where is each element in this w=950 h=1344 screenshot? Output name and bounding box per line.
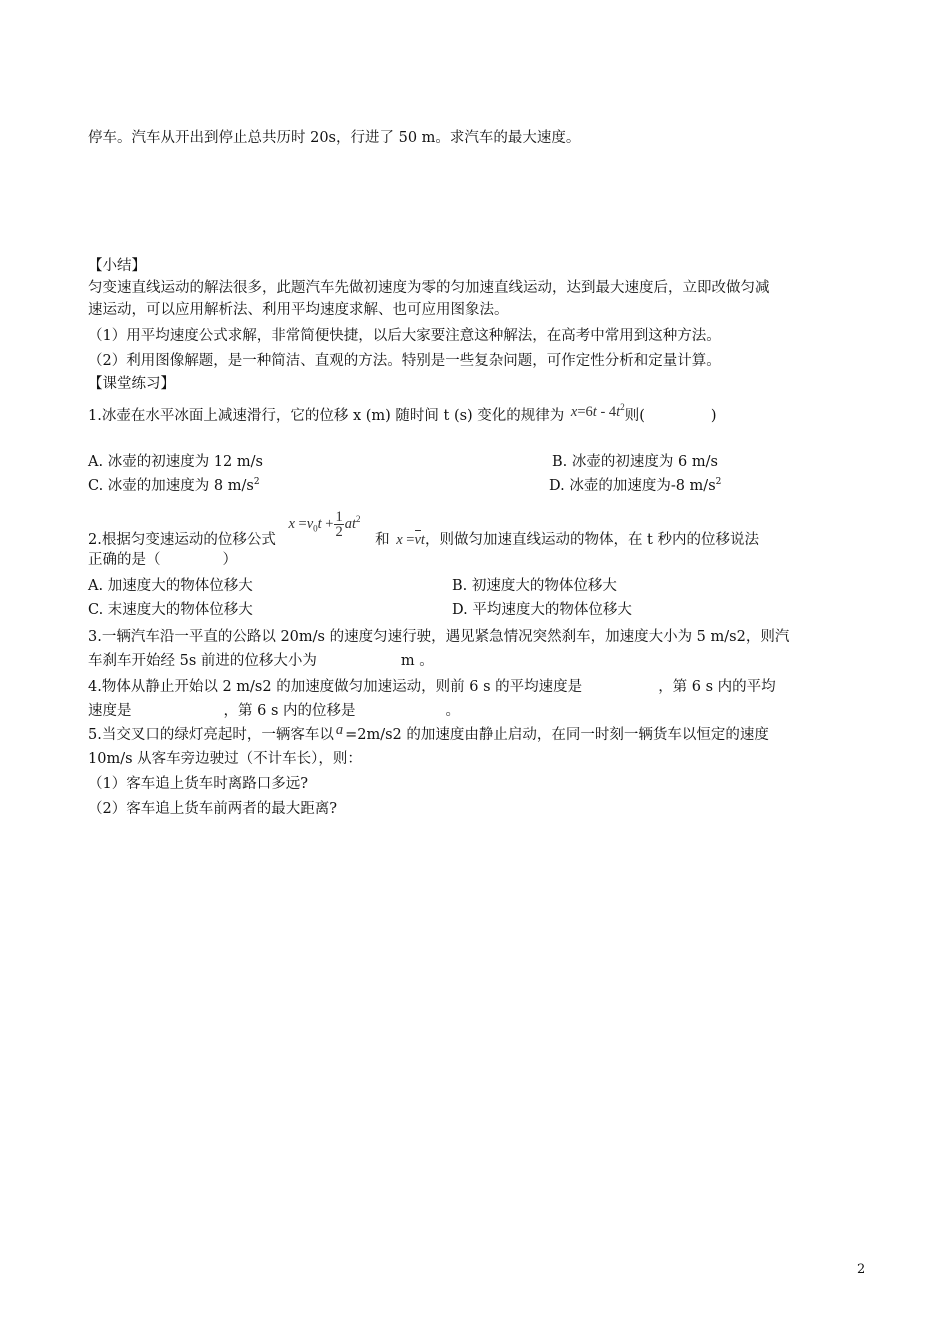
- summary-heading: 【小结】: [88, 258, 146, 274]
- question-5-sub2: （2）客车追上货车前两者的最大距离?: [88, 801, 337, 817]
- problem-continuation: 停车。汽车从开出到停止总共历时 20s，行进了 50 m。求汽车的最大速度。: [88, 130, 581, 146]
- displacement-formula: $x =v_0t$ + $\frac{1}{2}$ $at^2$: [288, 509, 361, 540]
- question-4-line2: 速度是 ，第 6 s 内的位移是 。: [88, 703, 460, 719]
- practice-heading: 【课堂练习】: [88, 376, 175, 392]
- question-1: 1.冰壶在水平冰面上减速滑行，它的位移 x (m) 随时间 t (s) 变化的规律为 $x=6t - 4t^2$则( ): [88, 402, 717, 424]
- page-number: 2: [857, 1262, 866, 1277]
- option-c: C. 冰壶的加速度为 8 $m/s^2$: [88, 477, 260, 494]
- option-d: D. 冰壶的加速度为-8 $m/s^2$: [549, 477, 722, 494]
- summary-text: 匀变速直线运动的解法很多，此题汽车先做初速度为零的匀加速直线运动，达到最大速度后，立即改做匀减: [88, 280, 770, 296]
- question-3: 3.一辆汽车沿一平直的公路以 20m/s 的速度匀速行驶，遇见紧急情况突然刹车，加速度大小为 5 m/s2，则汽: [88, 629, 790, 645]
- summary-point: （1）用平均速度公式求解，非常简便快捷，以后大家要注意这种解法，在高考中常用到这种方法。: [88, 328, 721, 344]
- question-5: 5.当交叉口的绿灯亮起时，一辆客车以 a =2m/s2 的加速度由静止启动，在同一时刻一辆货车以恒定的速度: [88, 722, 769, 743]
- summary-point: （2）利用图像解题，是一种简洁、直观的方法。特别是一些复杂问题，可作定性分析和定量计算。: [88, 353, 721, 369]
- option-a: A. 冰壶的初速度为 12 m/s: [88, 454, 263, 470]
- option-a: A. 加速度大的物体位移大: [88, 578, 253, 594]
- average-velocity-formula: x =vt: [396, 531, 425, 548]
- option-c: C. 末速度大的物体位移大: [88, 602, 253, 618]
- acceleration-symbol: a: [335, 722, 344, 738]
- formula: $x=6t - 4t^2$: [570, 402, 625, 420]
- summary-text: 速运动，可以应用解析法、利用平均速度求解、也可应用图象法。: [88, 302, 509, 318]
- option-b: B. 冰壶的初速度为 6 m/s: [552, 454, 718, 470]
- question-text: 2.根据匀变速运动的位移公式: [88, 531, 276, 548]
- question-3-line2: 车刹车开始经 5s 前进的位移大小为 m 。: [88, 653, 434, 669]
- option-b: B. 初速度大的物体位移大: [452, 578, 617, 594]
- question-text: 1.冰壶在水平冰面上减速滑行，它的位移 x (m) 随时间 t (s) 变化的规律为: [88, 408, 565, 424]
- question-2: 2.根据匀变速运动的位移公式 $x =v_0t$ + $\frac{1}{2}$ $at^2$ 和 x =vt，则做匀加速直线运动的物体，在 t 秒内的位移说法: [88, 509, 759, 548]
- question-5-sub1: （1）客车追上货车时离路口多远?: [88, 776, 308, 792]
- question-2-line2: 正确的是（ ）: [88, 552, 237, 568]
- question-5-line2: 10m/s 从客车旁边驶过（不计车长），则：: [88, 751, 362, 767]
- question-4: 4.物体从静止开始以 2 m/s2 的加速度做匀加速运动，则前 6 s 的平均速度是 ，第 6 s 内的平均: [88, 679, 776, 695]
- option-d: D. 平均速度大的物体位移大: [452, 602, 632, 618]
